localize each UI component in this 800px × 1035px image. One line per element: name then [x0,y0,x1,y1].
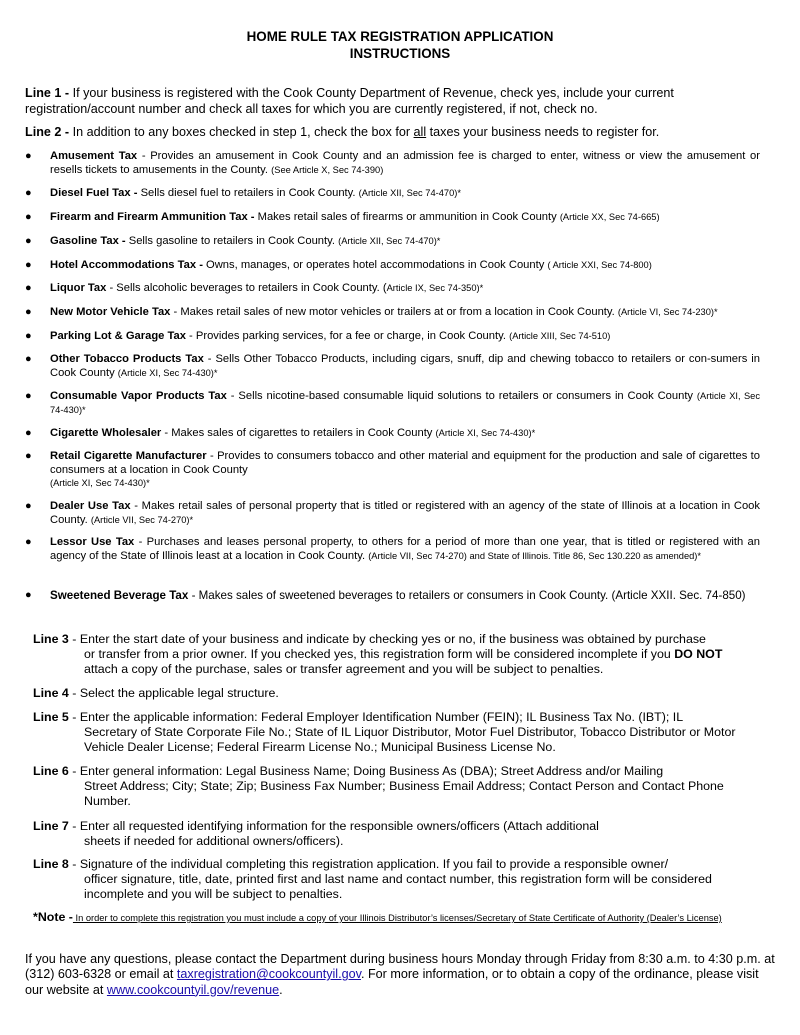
tax-desc: - Makes retail sales of personal property that is titled or registered with an agency of the state of Illinois at a location in Cook County. [50,500,760,526]
line-4-instruction [33,686,753,701]
bullet-icon: ● [25,259,32,271]
footer-text-mid: . For more information, or to obtain a copy of the ordinance, please visit our website at [25,967,759,997]
line-3-text-cont: or transfer from a prior owner. If you checked yes, this registration form will be considered incomplete if you [84,647,675,662]
bullet-icon: ● [25,187,32,199]
bullet-icon: ● [25,353,32,365]
tax-ref: (Article VII, Sec 74-270)* [90,514,194,525]
tax-ref: (Article VII, Sec 74-270) and State of Illinois. Title 86, Sec 130.220 as amended)* [368,550,702,561]
tax-ref: (See Article X, Sec 74-390) [271,164,384,175]
line-8-label: Line 8 [33,857,69,871]
bullet-icon: ● [25,211,32,223]
note-label: *Note - [33,910,73,924]
line-8-instruction [33,857,753,903]
line-6-text-cont: Street Address; City; State; Zip; Business Fax Number; Business Email Address; Contact Person and Contact Phone Number. [84,779,724,809]
line-3-text-end: attach a copy of the purchase, sales or transfer agreement and you will be subject to penalties. [84,662,604,677]
tax-desc: - Provides an amusement in Cook County and an admission fee is charged to enter, witness or view the amusement or resells tickets to amusements in the County. [50,150,760,176]
website-link[interactable]: www.cookcountyil.gov/revenue [106,982,280,997]
tax-name: Amusement Tax [50,150,138,162]
bullet-icon: ● [25,150,32,162]
tax-ref: Article IX, Sec 74-350)* [386,283,484,293]
footer-text: If you have any questions, please contact the Department during business hours Monday through Friday from 8:30 a.m. to 4:30 p.m. at (312) 603-6328 or email at [25,952,775,982]
tax-name: New Motor Vehicle Tax [50,306,171,318]
line-5-text: - Enter the applicable information: Federal Employer Identification Number (FEIN); IL Business Tax No. (IBT); IL [68,710,684,724]
tax-ref: (Article XI, Sec 74-430)* [50,391,760,415]
tax-name: Other Tobacco Products Tax [50,353,204,365]
line-8-text-cont: officer signature, title, date, printed first and last name and contact number, this registration form will be considered incomplete and you will be subject to penalties. [84,872,712,902]
footer-text-end: . [279,982,283,997]
tax-desc: Makes retail sales of firearms or ammunition in Cook County [254,211,560,223]
tax-name: Lessor Use Tax [50,536,135,548]
line-2-emphasis: all [413,125,427,139]
line-2-instruction [25,125,780,141]
line-7-text-cont: sheets if needed for additional owners/officers). [84,834,344,849]
line-4-label: Line 4 [33,686,69,700]
bullet-icon: ● [25,306,32,318]
bullet-icon: ● [25,536,32,548]
tax-ref: ( Article XXI, Sec 74-800) [547,260,652,270]
line-3-label: Line 3 [33,632,69,646]
tax-desc: - Makes retail sales of new motor vehicles or trailers at or from a location in Cook County. [170,306,618,318]
line-3-emphasis: DO NOT [674,647,723,662]
email-link[interactable]: taxregistration@cookcountyil.gov [176,967,361,982]
tax-desc: - Makes sales of sweetened beverages to retailers or consumers in Cook County. (Article XXII. Sec. 74-850) [188,589,746,602]
title-line-1: HOME RULE TAX REGISTRATION APPLICATION [246,29,554,44]
tax-name: Firearm and Firearm Ammunition Tax - [50,211,255,223]
line-5-label: Line 5 [33,710,69,724]
line-4-text: - Select the applicable legal structure. [68,686,279,700]
tax-desc: - Provides parking services, for a fee or charge, in Cook County. [185,330,510,342]
tax-name: Gasoline Tax - [50,235,126,247]
title-line-2: INSTRUCTIONS [349,46,451,61]
tax-ref: (Article XI, Sec 74-430)* [50,478,150,489]
tax-desc: Sells diesel fuel to retailers in Cook County. [137,187,359,199]
tax-desc: - Makes sales of cigarettes to retailers in Cook County [161,427,436,439]
line-5-text-cont: Secretary of State Corporate File No.; State of IL Liquor Distributor, Motor Fuel Distributor, Tobacco Distributor or Motor Vehicle Dealer License; Federal Firearm License No.; Municipal Business License No. [84,725,736,755]
line-1-instruction [25,86,780,117]
line-2-text-end: taxes your business needs to register for. [426,125,660,139]
tax-ref: (Article XIII, Sec 74-510) [509,331,611,341]
tax-ref: (Article XI, Sec 74-430)* [435,428,536,438]
line-5-instruction [33,710,753,756]
tax-name: Consumable Vapor Products Tax [50,390,227,402]
bullet-icon: ● [25,589,32,601]
tax-name: Sweetened Beverage Tax [50,589,189,602]
contact-footer [25,952,780,998]
line-3-instruction [33,632,753,678]
line-6-label: Line 6 [33,764,69,778]
tax-name: Retail Cigarette Manufacturer [50,450,207,462]
line-3-text: - Enter the start date of your business and indicate by checking yes or no, if the business was obtained by purchase [68,632,706,646]
tax-name: Hotel Accommodations Tax - [50,259,203,271]
bullet-icon: ● [25,282,32,294]
note-text: In order to complete this registration you must include a copy of your Illinois Distributor’s licenses/Secretary of State [72,913,554,923]
tax-name: Diesel Fuel Tax - [50,187,138,199]
bullet-icon: ● [25,235,32,247]
tax-desc: - Provides to consumers tobacco and other material and equipment for the production and sale of cigarettes to consumers at a location in Cook County [50,450,761,476]
tax-name: Cigarette Wholesaler [50,427,162,439]
bullet-icon: ● [25,450,32,462]
line-7-text: - Enter all requested identifying information for the responsible owners/officers (Attach additional [68,819,599,833]
bullet-icon: ● [25,427,32,439]
note-text-2: Certificate of Authority (Dealer’s License) [553,913,722,923]
tax-ref: (Article XII, Sec 74-470)* [338,236,441,246]
bullet-icon: ● [25,500,32,512]
tax-desc: - Sells Other Tobacco Products, including cigars, snuff, dip and chewing tobacco to retailers or con-sumers in Cook County [50,353,761,379]
tax-ref: (Article XX, Sec 74-665) [559,212,660,222]
tax-name: Dealer Use Tax [50,500,131,512]
note [33,911,753,924]
bullet-icon: ● [25,330,32,342]
line-1-text: If your business is registered with the Cook County Department of Revenue, check yes, include your current registration/account number and check all taxes for which you are currently registered, if not, check no. [25,86,674,116]
tax-name: Liquor Tax [50,282,107,294]
tax-ref: (Article XI, Sec 74-430)* [117,367,218,378]
tax-desc: - Sells alcoholic beverages to retailers in Cook County. ( [106,282,387,294]
bullet-icon: ● [25,390,32,402]
tax-desc: Owns, manages, or operates hotel accommodations in Cook County [202,259,548,271]
line-6-instruction [33,764,753,810]
line-7-instruction [33,819,753,849]
tax-ref: (Article XII, Sec 74-470)* [358,188,461,198]
line-2-label: Line 2 - [25,125,70,139]
tax-ref: (Article VI, Sec 74-230)* [617,307,718,317]
line-6-text: - Enter general information: Legal Business Name; Doing Business As (DBA); Street Address and/or Mailing [68,764,664,778]
tax-desc: - Sells nicotine-based consumable liquid solutions to retailers or consumers in Cook County [226,390,697,402]
line-1-label: Line 1 - [25,86,70,100]
tax-desc: - Purchases and leases personal property, to others for a period of more than one year, that is titled or registered with an agency of the State of Illinois least at a location in Cook County. [50,536,760,562]
tax-name: Parking Lot & Garage Tax [50,330,186,342]
line-2-text: In addition to any boxes checked in step 1, check the box for [69,125,414,139]
page-title [0,28,800,62]
line-7-label: Line 7 [33,819,69,833]
tax-desc: Sells gasoline to retailers in Cook County. [125,235,339,247]
line-8-text: - Signature of the individual completing this registration application. If you fail to provide a responsible owner/ [68,857,669,871]
